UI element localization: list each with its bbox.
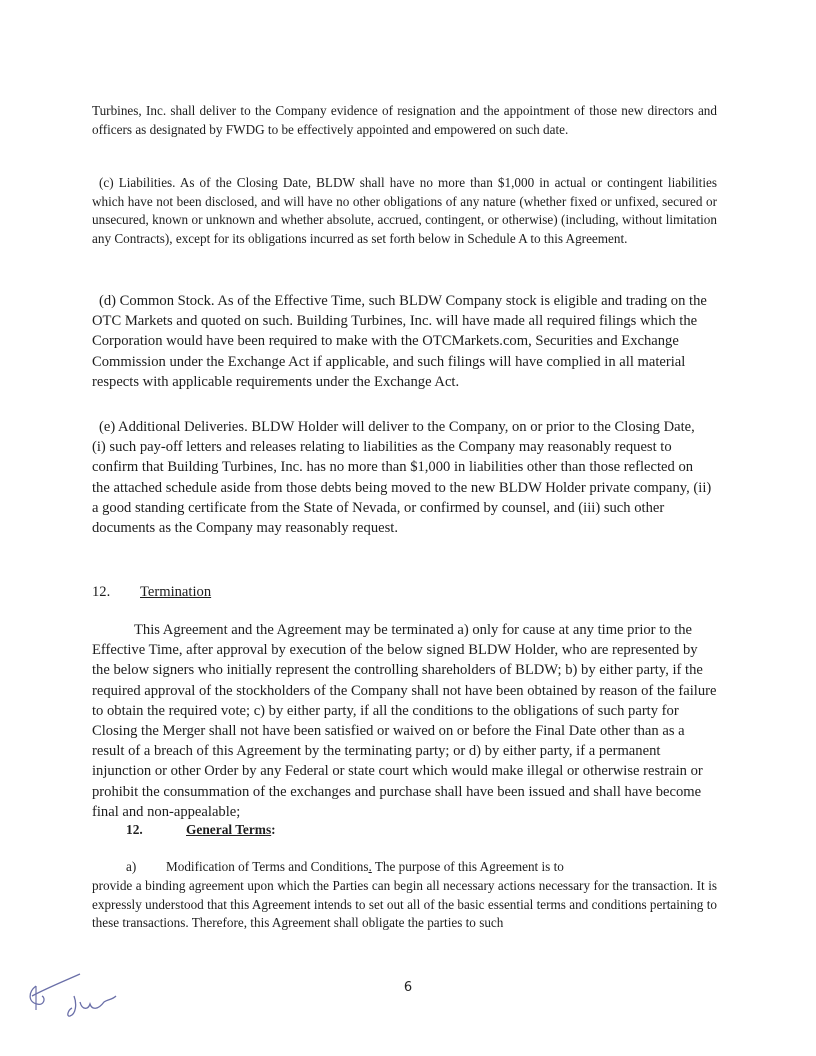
termination-body: This Agreement and the Agreement may be terminated a) only for cause at any time prior to the Effective Time, after approval by execution of the below signed BLDW Holder, who are represented by the below signers who initially represent the controlling shareholders of BLDW; b) by either party, if the required approval of the stockholders of the Company shall not have been obtained by reason of the failure to obtain the required vote; c) by either party, if all the conditions to the obligations of such party for Closing the Merger shall not have been satisfied or waived on or before the Final Date other than as a result of a breach of this Agreement by the terminating party; or d) by either party, if a permanent injunction or other Order by any Federal or state court which would make illegal or otherwise restrain or prohibit the consummation of the exchanges and purchase shall have been issued and shall have become final and non-appealable; bbox=[92, 622, 717, 820]
modification-label: a) bbox=[126, 859, 137, 874]
section-e-additional-deliveries: (e) Additional Deliveries. BLDW Holder will deliver to the Company, on or prior to the Closing Date, (i) such pay-off letters and releases relating to liabilities as the Company may reasonably request to confirm that Building Turbines, Inc. has no more than $1,000 in liabilities other than those reflected on the attached schedule aside from those debts being moved to the new BLDW Holder private company, (ii) a good standing certificate from the State of Nevada, or confirmed by counsel, and (iii) such other documents as the Company may reasonably request. bbox=[92, 419, 712, 537]
handwritten-initials-icon bbox=[22, 966, 137, 1026]
general-terms-number: 12. bbox=[126, 822, 143, 837]
termination-title: Termination bbox=[140, 584, 212, 600]
general-terms-heading bbox=[126, 822, 276, 838]
general-terms-title: General Terms bbox=[186, 822, 272, 837]
termination-heading bbox=[92, 584, 211, 601]
page-number: 6 bbox=[403, 980, 413, 995]
modification-heading-line bbox=[126, 858, 726, 877]
section-d-common-stock: (d) Common Stock. As of the Effective Time, such BLDW Company stock is eligible and trading on the OTC Markets and quoted on such. Building Turbines, Inc. will have made all required filings which the Corporation would have been required to make with the OTCMarkets.com, Securities and Exchange Commission under the Exchange Act if applicable, and such filings will have complied in all material respects with applicable requirements under the Exchange Act. bbox=[92, 293, 707, 390]
modification-first-line: The purpose of this Agreement is to bbox=[374, 859, 564, 874]
modification-period: . bbox=[368, 859, 372, 874]
modification-body: provide a binding agreement upon which the Parties can begin all necessary actions necessary for the transaction. It is expressly understood that this Agreement intends to set out all of the basic essential terms and conditions pertaining to these transactions. Therefore, this Agreement shall obligate the parties to such bbox=[92, 878, 717, 930]
modification-heading: Modification of Terms and Conditions bbox=[166, 859, 369, 874]
section-c-liabilities: (c) Liabilities. As of the Closing Date, BLDW shall have no more than $1,000 in actual or contingent liabilities which have not been disclosed, and will have no other obligations of any nature (whether fixed or unfixed, secured or unsecured, known or unknown and whether absolute, accrued, contingent, or otherwise) (including, without limitation any Contracts), except for its obligations incurred as set forth below in Schedule A to this Agreement. bbox=[92, 175, 717, 246]
continuation-paragraph: Turbines, Inc. shall deliver to the Company evidence of resignation and the appointment of those new directors and officers as designated by FWDG to be effectively appointed and empowered on such date. bbox=[92, 103, 717, 137]
termination-number: 12. bbox=[92, 584, 111, 600]
general-terms-colon: : bbox=[271, 822, 276, 837]
